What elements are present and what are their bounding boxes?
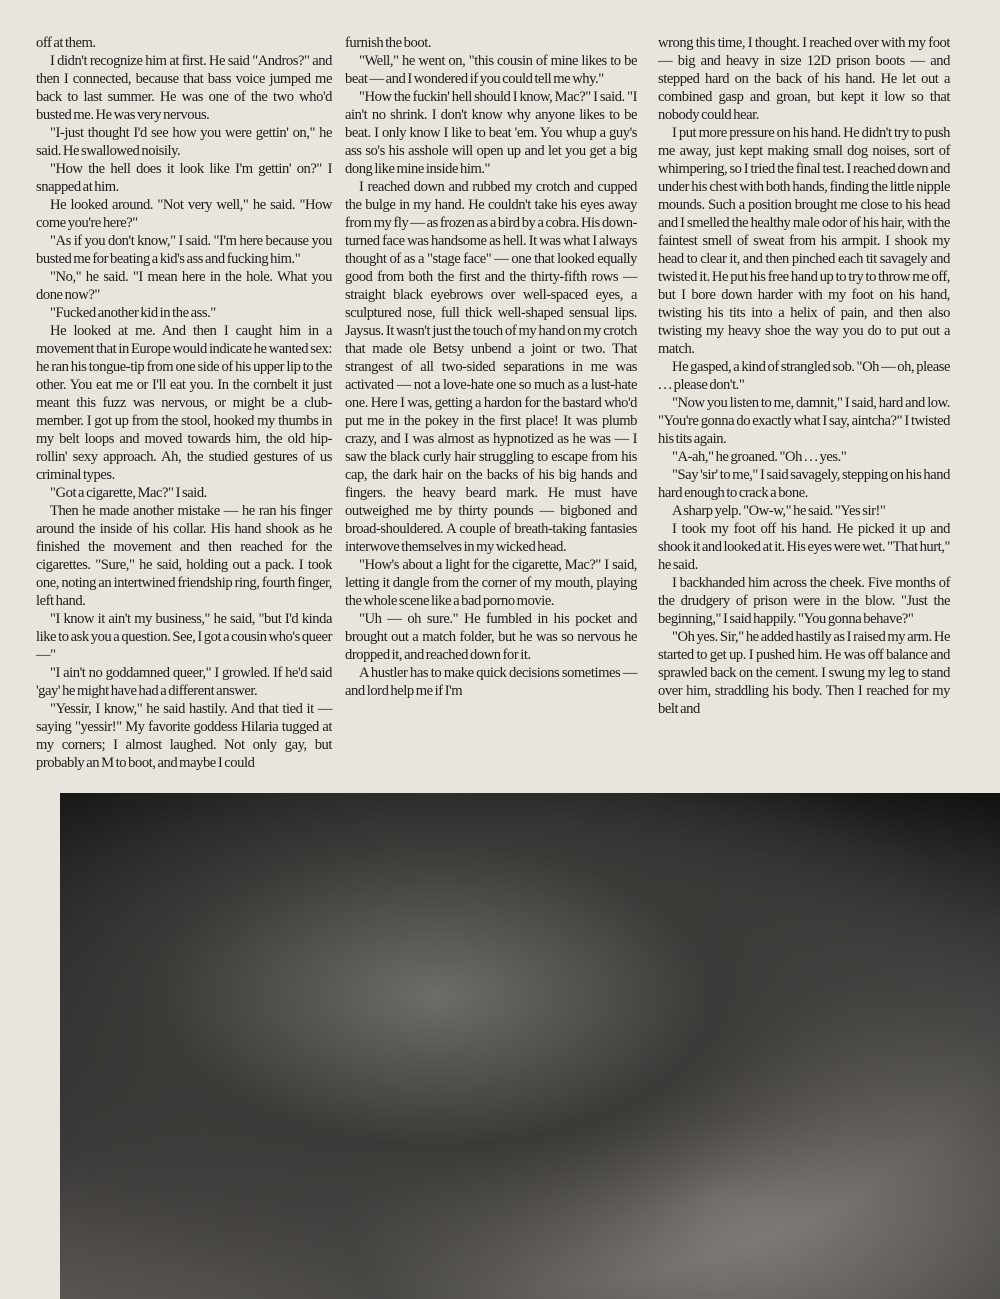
paragraph: I reached down and rubbed my crotch and cupped the bulge in my hand. He couldn't take his eyes away from my fly — as frozen as a bird by a cobra. His down-turned face was handsome as hell. It was what I always thought of as a "stage face" — one that looked equally good from both the first and the thirty-fifth rows — straight black eyebrows over well-spaced eyes, a sculptured nose, full thick well-shaped sensual lips. Jaysus. It wasn't just the touch of my hand on my crotch that made ole Betsy unbend a joint or two. That strangest of all two-sided separations in me was activated — not a love-hate one so much as a lust-hate one. Here I was, getting a hardon for the bastard who'd put me in the pokey in the first place! It was plumb crazy, and I was almost as hypnotized as he was — I saw the black curly hair struggling to escape from his cap, the dark hair on the backs of his big hands and fingers. the heavy beard mark. He must have outweighed me by thirty pounds — bigboned and broad-shouldered. A couple of breath-taking fantasies interwove themselves in my wicked head. xyxy=(345,179,637,555)
paragraph: I put more pressure on his hand. He didn't try to push me away, just kept making small dog noises, sort of whimpering, so I tried the final test. I reached down and under his chest with both hands, finding the little nipple mounds. Such a position brought me close to his head and I smelled the healthy male odor of his hair, with the faintest smell of sweat from his armpit. I shook my head to clear it, and then pinched each tit savagely and twisted it. He put his free hand up to try to throw me off, but I bore down harder with my foot on his hand, twisting his tits into a helix of pain, and then also twisting my heavy shoe the way you do to put out a match. xyxy=(658,125,950,357)
paragraph: He looked at me. And then I caught him in a movement that in Europe would indicate he wanted sex: he ran his tongue-tip from one side of his upper lip to the other. You eat me or I'll eat you. In the cornbelt it just meant this fuzz was nervous, or might be a club-member. I got up from the stool, hooked my thumbs in my belt loops and moved towards him, the old hip-rollin' sexy approach. Ah, the studied gestures of us criminal types. xyxy=(36,323,332,483)
paragraph: He looked around. "Not very well," he said. "How come you're here?" xyxy=(36,197,332,231)
paragraph: "Now you listen to me, damnit," I said, hard and low. "You're gonna do exactly what I say, aintcha?" I twisted his tits again. xyxy=(658,395,950,447)
black-and-white-photograph xyxy=(60,793,1000,1299)
paragraph: "How the fuckin' hell should I know, Mac?" I said. "I ain't no shrink. I don't know why anyone likes to be beat. I only know I like to beat 'em. You whup a guy's ass so's his asshole will open up and let you get a big dong like mine inside him." xyxy=(345,89,637,177)
paragraph: "Fucked another kid in the ass." xyxy=(50,305,216,321)
paragraph: "Uh — oh sure." He fumbled in his pocket and brought out a match folder, but he was so nervous he dropped it, and reached down for it. xyxy=(345,611,637,663)
paragraph: I took my foot off his hand. He picked it up and shook it and looked at it. His eyes were wet. "That hurt," he said. xyxy=(658,521,950,573)
paragraph: "I ain't no goddamned queer," I growled. If he'd said 'gay' he might have had a different answer. xyxy=(36,665,332,699)
paragraph: "I-just thought I'd see how you were gettin' on," he said. He swallowed noisily. xyxy=(36,125,332,159)
paragraph: I backhanded him across the cheek. Five months of the drudgery of prison were in the blow. "Just the beginning," I said happily. "You gonna behave?" xyxy=(658,575,950,627)
paragraph: A sharp yelp. "Ow-w," he said. "Yes sir!" xyxy=(672,503,886,519)
paragraph: "Well," he went on, "this cousin of mine likes to be beat — and I wondered if you could tell me why." xyxy=(345,53,637,87)
paragraph: "How's about a light for the cigarette, Mac?" I said, letting it dangle from the corner of my mouth, playing the whole scene like a bad porno movie. xyxy=(345,557,637,609)
paragraph: "Oh yes. Sir," he added hastily as I raised my arm. He started to get up. I pushed him. He was off balance and sprawled back on the cement. I swung my leg to stand over him, straddling his body. Then I reached for my belt and xyxy=(658,629,950,717)
paragraph: I didn't recognize him at first. He said "Andros?" and then I connected, because that bass voice jumped me back to last summer. He was one of the two who'd busted me. He was very nervous. xyxy=(36,53,332,123)
text-column-3 xyxy=(658,34,950,718)
paragraph: "Say 'sir' to me," I said savagely, stepping on his hand hard enough to crack a bone. xyxy=(658,467,950,501)
paragraph: wrong this time, I thought. I reached over with my foot — big and heavy in size 12D prison boots — and stepped hard on the back of his hand. He let out a combined gasp and groan, but kept it low so that nobody could hear. xyxy=(658,35,950,123)
paragraph: A hustler has to make quick decisions sometimes — and lord help me if I'm xyxy=(345,665,637,699)
paragraph: "As if you don't know," I said. "I'm here because you busted me for beating a kid's ass and fucking him." xyxy=(36,233,332,267)
paragraph: "A-ah," he groaned. "Oh . . . yes." xyxy=(672,449,847,465)
paragraph: He gasped, a kind of strangled sob. "Oh — oh, please . . . please don't." xyxy=(658,359,950,393)
paragraph: "Got a cigarette, Mac?" I said. xyxy=(50,485,207,501)
paragraph: "No," he said. "I mean here in the hole. What you done now?" xyxy=(36,269,332,303)
paragraph: "I know it ain't my business," he said, "but I'd kinda like to ask you a question. See, I got a cousin who's queer —" xyxy=(36,611,332,663)
text-column-1 xyxy=(36,34,332,772)
paragraph: Then he made another mistake — he ran his finger around the inside of his collar. His hand shook as he finished the movement and then reached for the cigarettes. "Sure," he said, holding out a pack. I took one, noting an intertwined friendship ring, fourth finger, left hand. xyxy=(36,503,332,609)
paragraph: "Yessir, I know," he said hastily. And that tied it — saying "yessir!" My favorite goddess Hilaria tugged at my corners; I almost laughed. Not only gay, but probably an M to boot, and maybe I could xyxy=(36,701,332,771)
text-column-2 xyxy=(345,34,637,700)
paragraph: "How the hell does it look like I'm gettin' on?" I snapped at him. xyxy=(36,161,332,195)
paragraph: off at them. xyxy=(36,35,96,51)
paragraph: furnish the boot. xyxy=(345,35,432,51)
